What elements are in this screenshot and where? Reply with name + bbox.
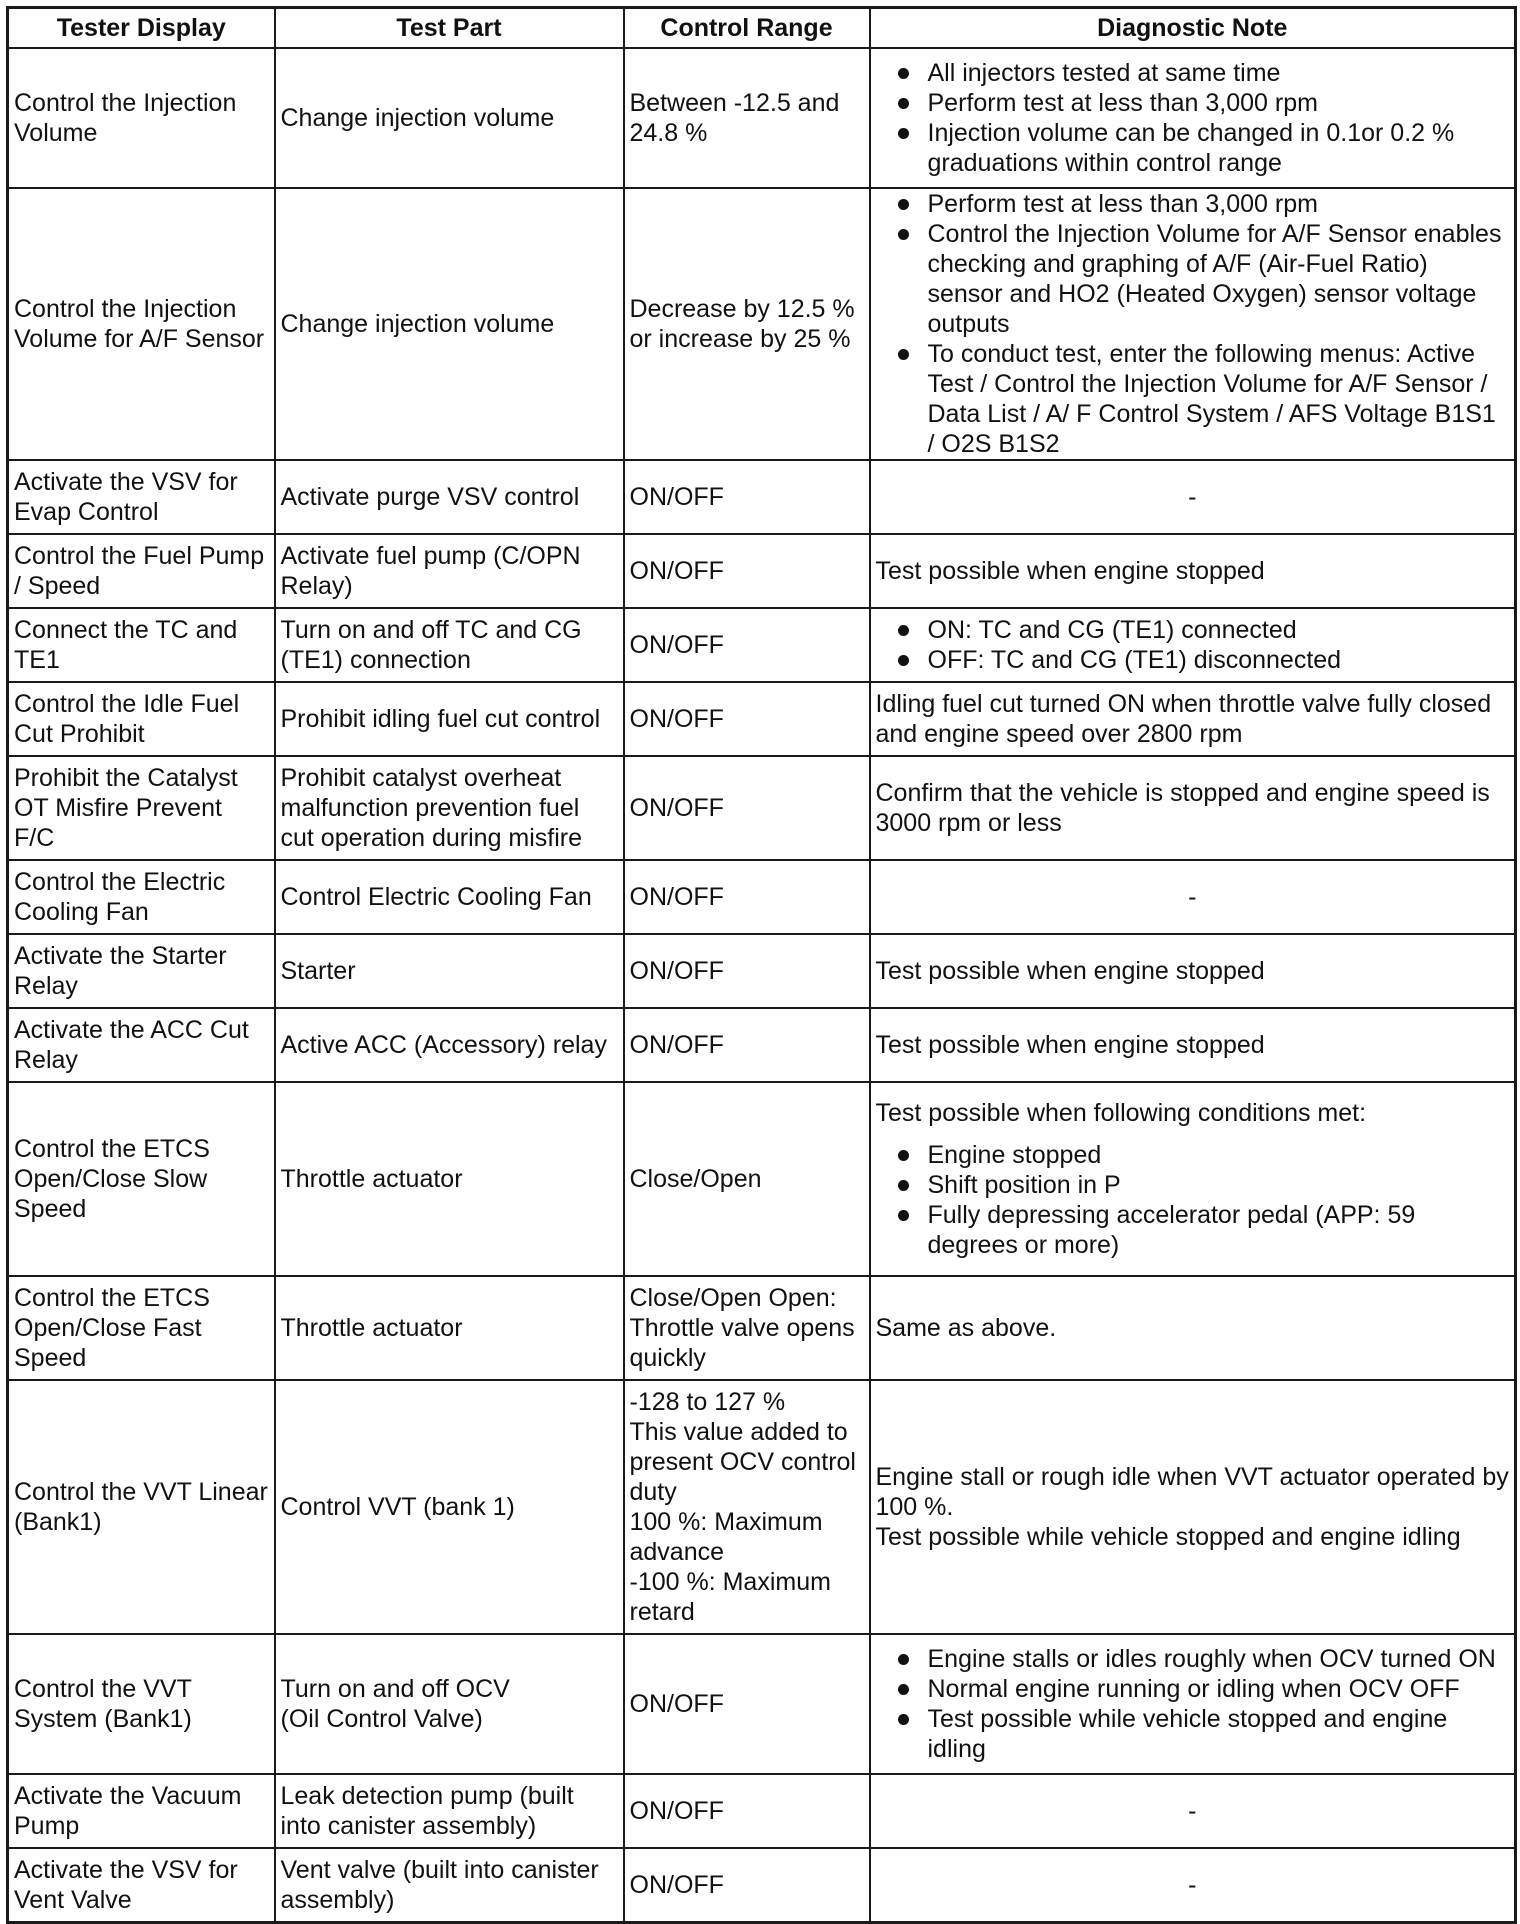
diagnostic-note-cell: Test possible when engine stopped xyxy=(870,534,1516,608)
header-diagnostic-note: Diagnostic Note xyxy=(870,8,1516,49)
control-range-cell: ON/OFF xyxy=(624,1008,870,1082)
diagnostic-note-cell: - xyxy=(870,460,1516,534)
table-row xyxy=(8,756,1516,860)
test-part-cell: Throttle actuator xyxy=(275,1082,624,1276)
table-row xyxy=(8,460,1516,534)
diagnostic-note-cell: Test possible when engine stopped xyxy=(870,1008,1516,1082)
table-row xyxy=(8,608,1516,682)
active-test-table-container xyxy=(6,6,1514,1924)
control-range-cell: ON/OFF xyxy=(624,934,870,1008)
control-range-line: Close/Open Open: Throttle valve opens quickly xyxy=(629,1284,855,1372)
control-range-cell: Between -12.5 and 24.8 % xyxy=(624,48,870,188)
control-range-cell: Decrease by 12.5 % or increase by 25 % xyxy=(624,188,870,460)
note-bullet-list xyxy=(876,1644,1510,1764)
diagnostic-note-cell: - xyxy=(870,1848,1516,1922)
control-range-cell: ON/OFF xyxy=(624,1774,870,1848)
table-row xyxy=(8,1848,1516,1922)
diagnostic-note-cell xyxy=(870,48,1516,188)
active-test-table xyxy=(6,6,1517,1924)
table-row xyxy=(8,188,1516,460)
control-range-cell: ON/OFF xyxy=(624,608,870,682)
tester-display-cell: Control the VVT Linear (Bank1) xyxy=(8,1380,275,1634)
test-part-cell: Turn on and off TC and CG (TE1) connection xyxy=(275,608,624,682)
table-row xyxy=(8,934,1516,1008)
tester-display-cell: Activate the Vacuum Pump xyxy=(8,1774,275,1848)
diagnostic-note-cell xyxy=(870,188,1516,460)
table-row xyxy=(8,1008,1516,1082)
test-part-cell: Control VVT (bank 1) xyxy=(275,1380,624,1634)
test-part-cell: Prohibit idling fuel cut control xyxy=(275,682,624,756)
header-tester-display: Tester Display xyxy=(8,8,275,49)
note-bullet: OFF: TC and CG (TE1) disconnected xyxy=(876,645,1510,675)
tester-display-cell: Control the Fuel Pump / Speed xyxy=(8,534,275,608)
tester-display-cell: Control the Idle Fuel Cut Prohibit xyxy=(8,682,275,756)
control-range-line: This value added to present OCV control duty xyxy=(629,1418,856,1506)
table-row xyxy=(8,1082,1516,1276)
test-part-cell: Vent valve (built into canister assembly) xyxy=(275,1848,624,1922)
tester-display-cell: Activate the VSV for Evap Control xyxy=(8,460,275,534)
control-range-cell: ON/OFF xyxy=(624,860,870,934)
control-range-cell: ON/OFF xyxy=(624,756,870,860)
note-bullet: All injectors tested at same time xyxy=(876,58,1510,88)
table-row xyxy=(8,48,1516,188)
diagnostic-note-cell: Same as above. xyxy=(870,1276,1516,1380)
diagnostic-note-cell xyxy=(870,608,1516,682)
tester-display-cell: Activate the VSV for Vent Valve xyxy=(8,1848,275,1922)
note-bullet: Perform test at less than 3,000 rpm xyxy=(876,189,1510,219)
tester-display-cell: Control the ETCS Open/Close Slow Speed xyxy=(8,1082,275,1276)
control-range-cell xyxy=(624,1276,870,1380)
header-row xyxy=(8,8,1516,49)
control-range-cell: ON/OFF xyxy=(624,682,870,756)
tester-display-cell: Control the Injection Volume for A/F Sensor xyxy=(8,188,275,460)
diagnostic-note-cell xyxy=(870,1634,1516,1774)
test-part-cell: Leak detection pump (built into canister assembly) xyxy=(275,1774,624,1848)
test-part-cell xyxy=(275,1634,624,1774)
note-bullet-list xyxy=(876,58,1510,178)
note-line: Engine stall or rough idle when VVT actuator operated by 100 %. xyxy=(875,1463,1509,1521)
note-intro: Test possible when following conditions met: xyxy=(875,1099,1367,1127)
note-bullet: Control the Injection Volume for A/F Sensor enables checking and graphing of A/F (Air-Fuel Ratio) sensor and HO2 (Heated Oxygen) sensor voltage outputs xyxy=(876,219,1510,339)
table-row xyxy=(8,1634,1516,1774)
control-range-cell: ON/OFF xyxy=(624,1848,870,1922)
note-bullet-list xyxy=(876,189,1510,459)
diagnostic-note-cell xyxy=(870,1380,1516,1634)
note-bullet: Engine stalls or idles roughly when OCV turned ON xyxy=(876,1644,1510,1674)
tester-display-cell: Prohibit the Catalyst OT Misfire Prevent F/C xyxy=(8,756,275,860)
test-part-cell: Starter xyxy=(275,934,624,1008)
diagnostic-note-cell: Test possible when engine stopped xyxy=(870,934,1516,1008)
test-part-cell: Active ACC (Accessory) relay xyxy=(275,1008,624,1082)
diagnostic-note-cell xyxy=(870,1082,1516,1276)
note-bullet: Engine stopped xyxy=(876,1140,1510,1170)
control-range-line: -100 %: Maximum retard xyxy=(629,1568,831,1626)
tester-display-cell: Control the VVT System (Bank1) xyxy=(8,1634,275,1774)
table-row xyxy=(8,682,1516,756)
diagnostic-note-cell: Idling fuel cut turned ON when throttle valve fully closed and engine speed over 2800 rpm xyxy=(870,682,1516,756)
test-part-cell: Change injection volume xyxy=(275,188,624,460)
note-bullet: Injection volume can be changed in 0.1or 0.2 % graduations within control range xyxy=(876,118,1510,178)
test-part-cell: Prohibit catalyst overheat malfunction prevention fuel cut operation during misfire xyxy=(275,756,624,860)
test-part-cell: Throttle actuator xyxy=(275,1276,624,1380)
note-bullet-list xyxy=(876,615,1510,675)
control-range-cell: ON/OFF xyxy=(624,534,870,608)
note-bullet: Test possible while vehicle stopped and engine idling xyxy=(876,1704,1510,1764)
note-bullet: Fully depressing accelerator pedal (APP: 59 degrees or more) xyxy=(876,1200,1510,1260)
tester-display-cell: Activate the ACC Cut Relay xyxy=(8,1008,275,1082)
control-range-cell: ON/OFF xyxy=(624,460,870,534)
table-row xyxy=(8,860,1516,934)
note-line: Test possible while vehicle stopped and engine idling xyxy=(875,1523,1461,1551)
test-part-cell: Activate purge VSV control xyxy=(275,460,624,534)
control-range-cell xyxy=(624,1380,870,1634)
note-bullet-list xyxy=(876,1140,1510,1260)
note-bullet: Shift position in P xyxy=(876,1170,1510,1200)
control-range-line: 100 %: Maximum advance xyxy=(629,1508,823,1566)
note-bullet: ON: TC and CG (TE1) connected xyxy=(876,615,1510,645)
test-part-line: (Oil Control Valve) xyxy=(280,1705,483,1733)
control-range-cell: ON/OFF xyxy=(624,1634,870,1774)
tester-display-cell: Control the Electric Cooling Fan xyxy=(8,860,275,934)
tester-display-cell: Control the Injection Volume xyxy=(8,48,275,188)
table-row xyxy=(8,1774,1516,1848)
diagnostic-note-cell: - xyxy=(870,860,1516,934)
control-range-line: -128 to 127 % xyxy=(629,1388,786,1416)
header-control-range: Control Range xyxy=(624,8,870,49)
tester-display-cell: Connect the TC and TE1 xyxy=(8,608,275,682)
header-test-part: Test Part xyxy=(275,8,624,49)
test-part-cell: Activate fuel pump (C/OPN Relay) xyxy=(275,534,624,608)
test-part-cell: Control Electric Cooling Fan xyxy=(275,860,624,934)
note-bullet: To conduct test, enter the following menus: Active Test / Control the Injection Volume for A/F Sensor / Data List / A/ F Control System / AFS Voltage B1S1 / O2S B1S2 xyxy=(876,339,1510,459)
test-part-line: Turn on and off OCV xyxy=(280,1675,510,1703)
note-bullet: Perform test at less than 3,000 rpm xyxy=(876,88,1510,118)
table-row xyxy=(8,1380,1516,1634)
note-bullet: Normal engine running or idling when OCV OFF xyxy=(876,1674,1510,1704)
diagnostic-note-cell: Confirm that the vehicle is stopped and engine speed is 3000 rpm or less xyxy=(870,756,1516,860)
table-row xyxy=(8,1276,1516,1380)
tester-display-cell: Activate the Starter Relay xyxy=(8,934,275,1008)
table-row xyxy=(8,534,1516,608)
diagnostic-note-cell: - xyxy=(870,1774,1516,1848)
control-range-cell: Close/Open xyxy=(624,1082,870,1276)
test-part-cell: Change injection volume xyxy=(275,48,624,188)
tester-display-cell: Control the ETCS Open/Close Fast Speed xyxy=(8,1276,275,1380)
